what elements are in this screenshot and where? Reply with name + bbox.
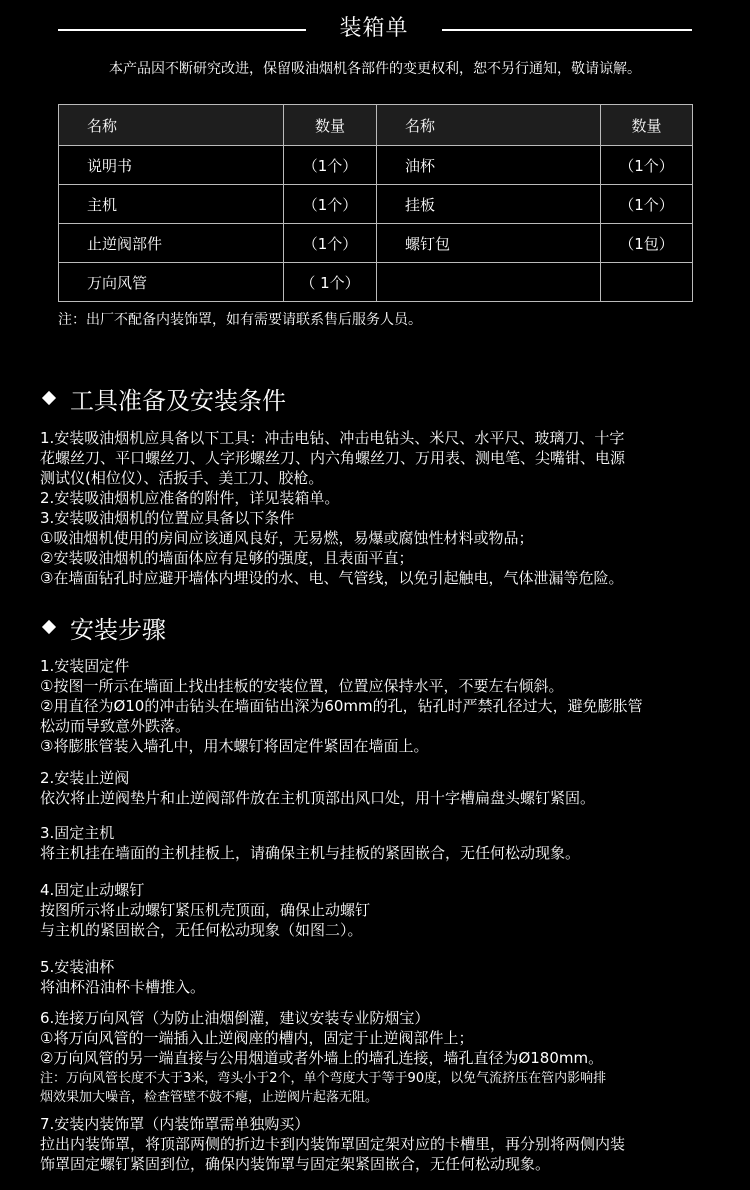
step-title: 6.连接万向风管（为防止油烟倒灌，建议安装专业防烟宝）: [40, 1009, 430, 1027]
text-line: ①将万向风管的一端插入止逆阀座的槽内，固定于止逆阀部件上；: [40, 1029, 474, 1047]
text-line: 拉出内装饰罩，将顶部两侧的折边卡到内装饰罩固定架对应的卡槽里，再分别将两侧内装: [40, 1135, 626, 1153]
text-line: ②安装吸油烟机的墙面体应有足够的强度，且表面平直；: [40, 549, 414, 567]
diamond-bullet-icon: [42, 391, 56, 405]
text-line: 2.安装吸油烟机应准备的附件，详见装箱单。: [40, 489, 340, 507]
title-rule-left: [58, 29, 306, 31]
table-row: [59, 224, 693, 263]
text-line: ①吸油烟机使用的房间应该通风良好，无易燃，易爆或腐蚀性材料或物品；: [40, 529, 534, 547]
title-row: [0, 14, 750, 44]
item-name: 油杯: [377, 146, 601, 185]
item-qty: （1个）: [284, 185, 377, 224]
install-step-6-note: [40, 1069, 740, 1107]
packing-footnote: 注：出厂不配备内装饰罩，如有需要请联系售后服务人员。: [58, 312, 422, 328]
section-title: 安装步骤: [70, 615, 166, 644]
item-qty: （1个）: [284, 146, 377, 185]
item-qty: （1包）: [601, 224, 693, 263]
step-title: 2.安装止逆阀: [40, 769, 130, 787]
item-qty: [601, 263, 693, 302]
text-line: 松动而导致意外跌落。: [40, 717, 191, 735]
section-title: 工具准备及安装条件: [70, 386, 286, 415]
table-header-row: [59, 105, 693, 146]
tools-section-heading: [44, 381, 286, 415]
page-title: 装箱单: [339, 16, 409, 41]
text-line: ③在墙面钻孔时应避开墙体内埋设的水、电、气管线，以免引起触电，气体泄漏等危险。: [40, 569, 624, 587]
item-name: 说明书: [59, 146, 284, 185]
install-step-4: [40, 880, 740, 940]
text-line: 饰罩固定螺钉紧固到位，确保内装饰罩与固定架紧固嵌合，无任何松动现象。: [40, 1155, 551, 1173]
item-name: 主机: [59, 185, 284, 224]
text-line: 花螺丝刀、平口螺丝刀、人字形螺丝刀、内六角螺丝刀、万用表、测电笔、尖嘴钳、电源: [40, 449, 626, 467]
text-line: 3.安装吸油烟机的位置应具备以下条件: [40, 509, 295, 527]
item-qty: （ 1个）: [284, 263, 377, 302]
tools-section-body: [40, 428, 740, 588]
install-step-6: [40, 1008, 740, 1068]
item-name: 螺钉包: [377, 224, 601, 263]
item-name: 止逆阀部件: [59, 224, 284, 263]
title-rule-right: [442, 29, 692, 31]
install-step-2: [40, 768, 740, 808]
text-line: 将油杯沿油杯卡槽推入。: [40, 978, 206, 996]
step-title: 7.安装内装饰罩（内装饰罩需单独购买）: [40, 1115, 310, 1133]
table-row: [59, 263, 693, 302]
note-line: 注：万向风管长度不大于3米，弯头小于2个，单个弯度大于等于90度，以免气流挤压在管内影响排: [40, 1071, 607, 1086]
text-line: 依次将止逆阀垫片和止逆阀部件放在主机顶部出风口处，用十字槽扁盘头螺钉紧固。: [40, 789, 596, 807]
item-name: [377, 263, 601, 302]
step-title: 5.安装油杯: [40, 958, 115, 976]
text-line: ①按图一所示在墙面上找出挂板的安装位置，位置应保持水平，不要左右倾斜。: [40, 677, 564, 695]
install-section-heading: [44, 610, 166, 644]
item-qty: （1个）: [284, 224, 377, 263]
text-line: ②万向风管的另一端直接与公用烟道或者外墙上的墙孔连接，墙孔直径为Ø180mm。: [40, 1049, 604, 1067]
text-line: 1.安装吸油烟机应具备以下工具：冲击电钻、冲击电钻头、米尺、水平尺、玻璃刀、十字: [40, 429, 625, 447]
step-title: 1.安装固定件: [40, 657, 130, 675]
step-title: 3.固定主机: [40, 824, 115, 842]
text-line: ③将膨胀管装入墙孔中，用木螺钉将固定件紧固在墙面上。: [40, 737, 429, 755]
install-step-7: [40, 1114, 740, 1174]
install-step-3: [40, 823, 740, 863]
header-name: 名称: [377, 105, 601, 146]
text-line: 测试仪(相位仪）、活扳手、美工刀、胶枪。: [40, 469, 324, 487]
text-line: ②用直径为Ø10的冲击钻头在墙面钻出深为60mm的孔，钻孔时严禁孔径过大，避免膨胀管: [40, 697, 643, 715]
install-step-5: [40, 957, 740, 997]
header-qty: 数量: [601, 105, 693, 146]
text-line: 按图所示将止动螺钉紧压机壳顶面，确保止动螺钉: [40, 901, 371, 919]
table-row: [59, 185, 693, 224]
item-name: 挂板: [377, 185, 601, 224]
item-qty: （1个）: [601, 185, 693, 224]
step-title: 4.固定止动螺钉: [40, 881, 145, 899]
table-row: [59, 146, 693, 185]
install-step-1: [40, 656, 740, 756]
text-line: 与主机的紧固嵌合，无任何松动现象（如图二）。: [40, 921, 363, 939]
note-line: 烟效果加大噪音，检查管壁不鼓不瘪，止逆阀片起落无阻。: [40, 1090, 379, 1105]
notice-text: 本产品因不断研究改进，保留吸油烟机各部件的变更权利，恕不另行通知，敬请谅解。: [109, 61, 641, 77]
item-qty: （1个）: [601, 146, 693, 185]
item-name: 万向风管: [59, 263, 284, 302]
header-qty: 数量: [284, 105, 377, 146]
header-name: 名称: [59, 105, 284, 146]
packing-list-table: [58, 104, 693, 302]
diamond-bullet-icon: [42, 620, 56, 634]
text-line: 将主机挂在墙面的主机挂板上，请确保主机与挂板的紧固嵌合，无任何松动现象。: [40, 844, 581, 862]
